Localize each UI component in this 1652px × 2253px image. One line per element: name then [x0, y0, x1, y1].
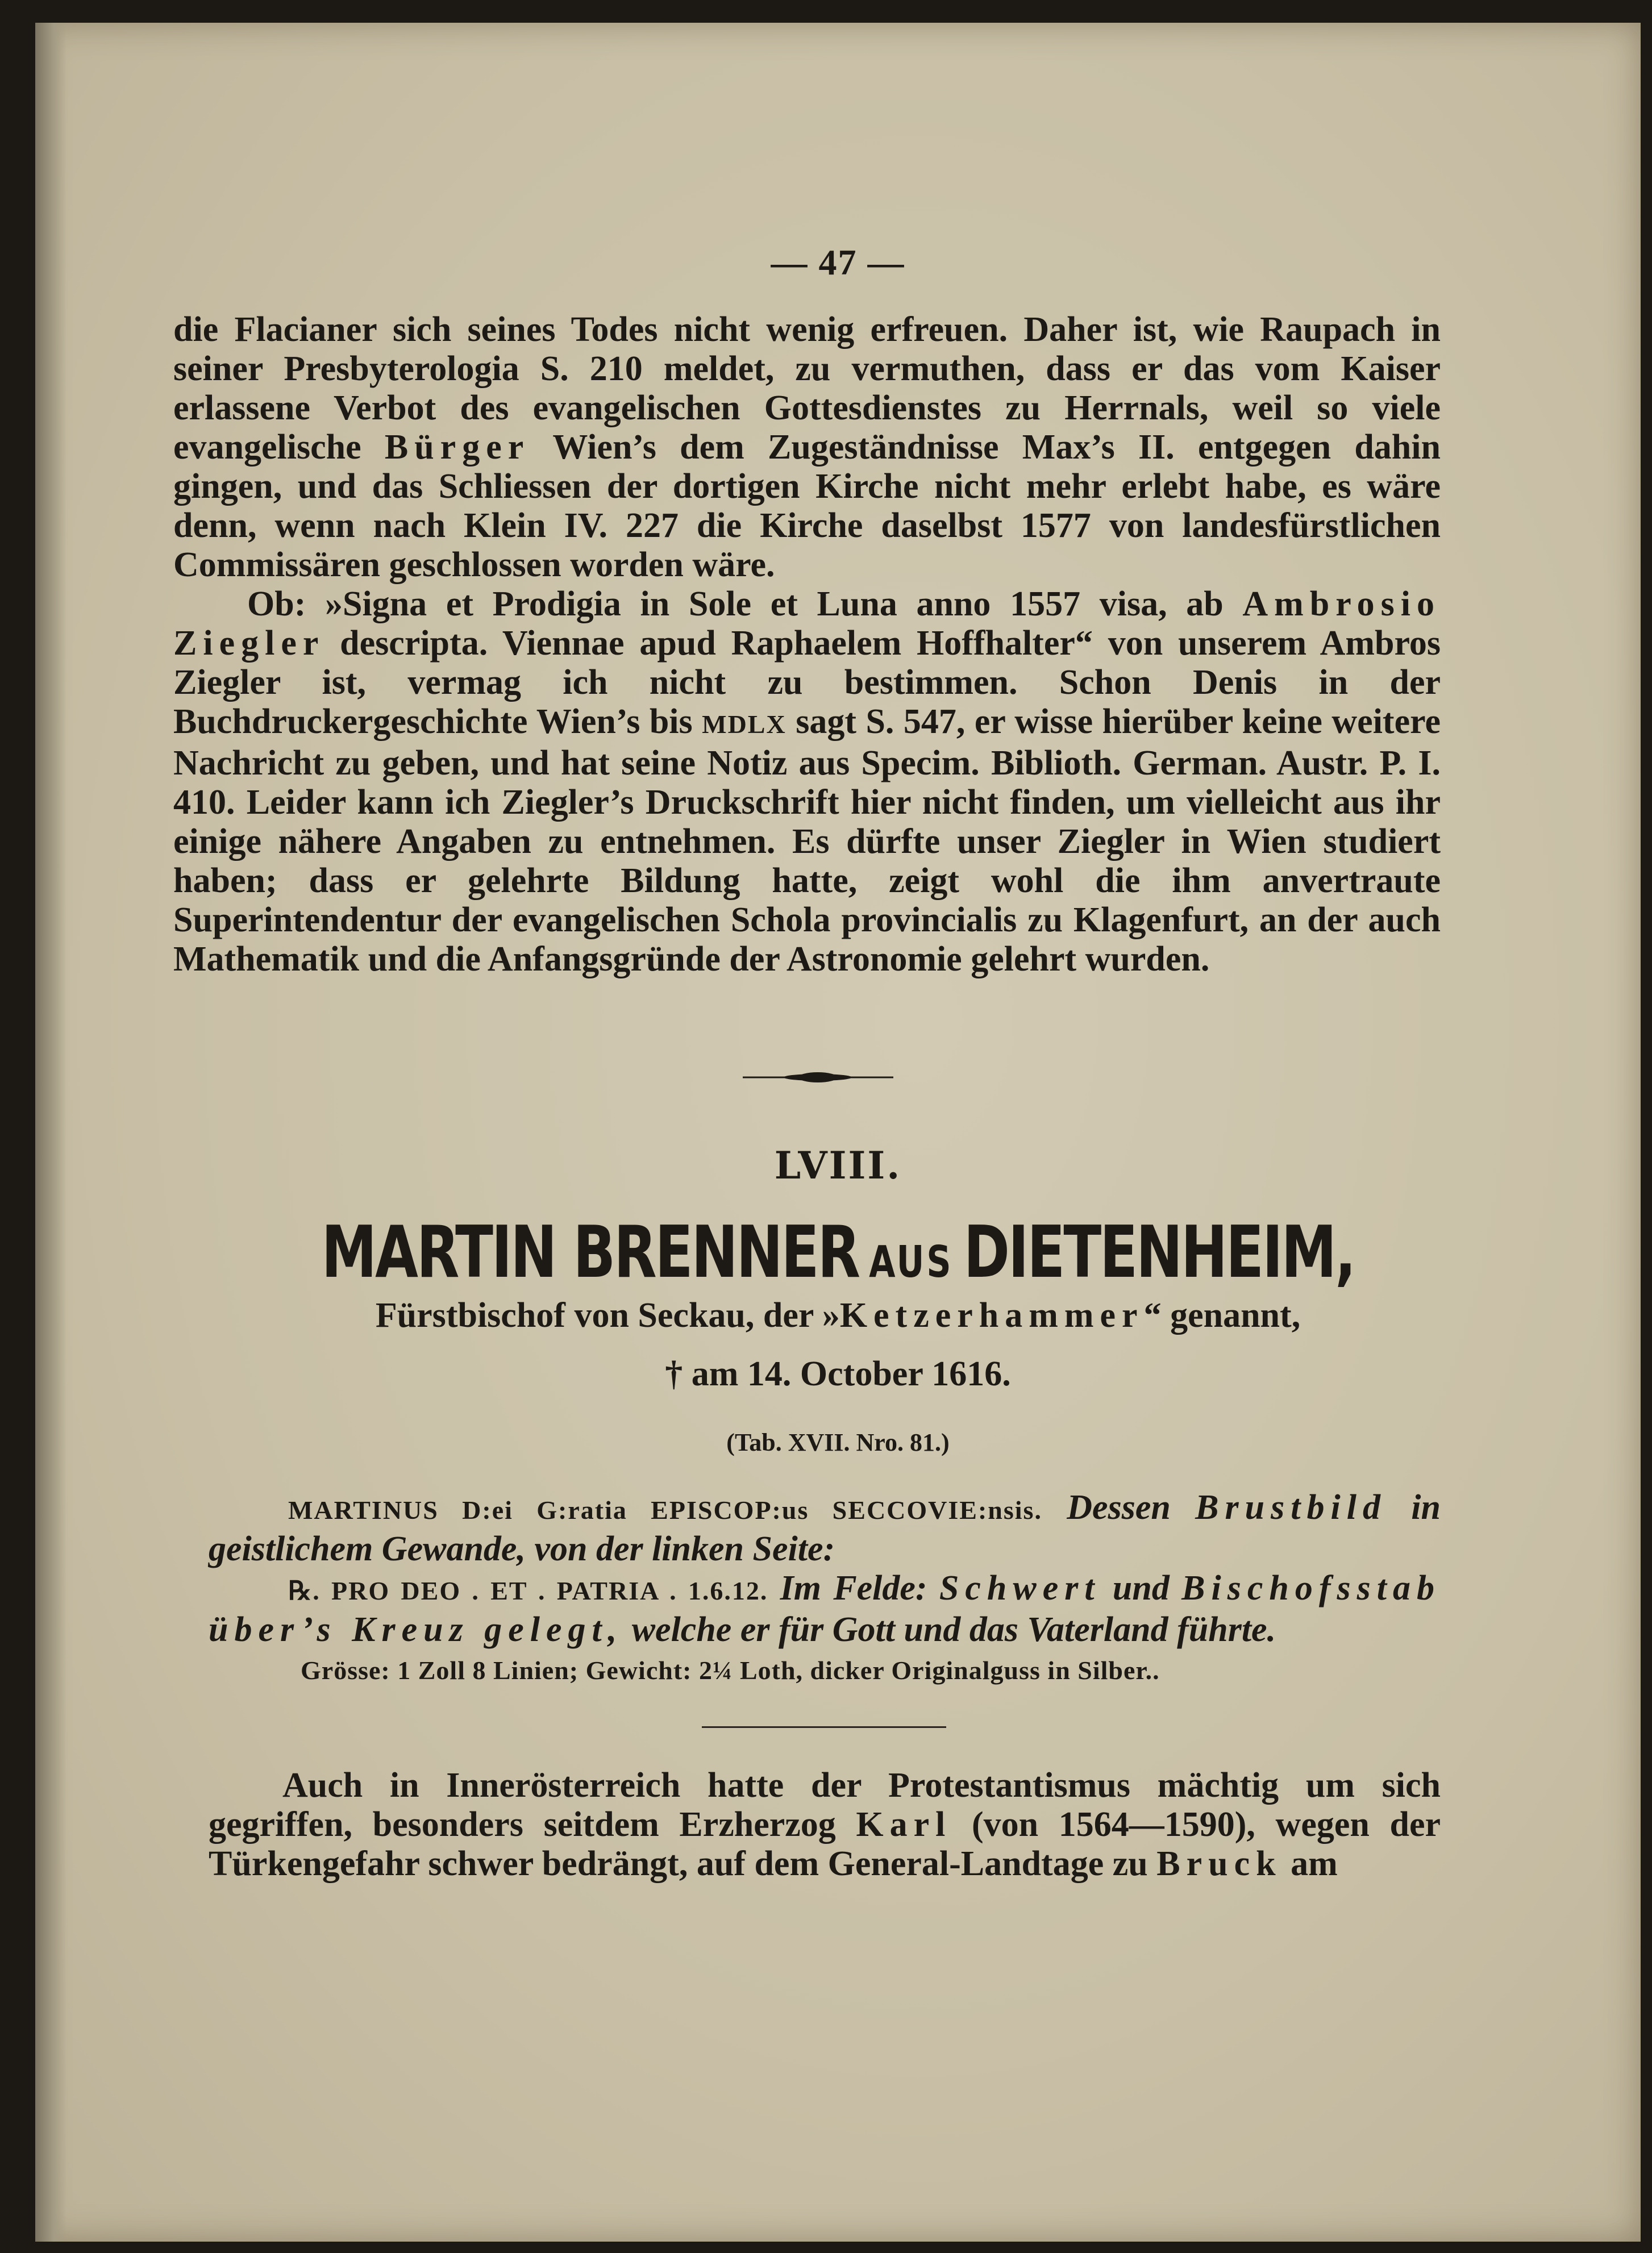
chapter-number: LVIII.: [774, 1143, 902, 1188]
ornament-divider: [743, 1067, 893, 1088]
title-aus: AUS: [869, 1236, 954, 1288]
paragraph-signa: Ob: »Signa et Prodigia in Sole et Luna anno 1557 visa, ab Ambrosio Ziegler descripta. Viennae apud Raphaelem Hoffhalter“ von unserem Ambros Ziegler ist, vermag ich nicht zu bestimmen. Schon Denis in der Buchdruckergeschichte Wien’s bis MDLX sagt S. 547, er wisse hierüber keine weitere Nachricht zu geben, und hat seine Notiz aus Specim. Biblioth. German. Austr. P. I. 410. Leider kann ich Ziegler’s Druckschrift hier nicht finden, um vielleicht aus ihr einige nähere Angaben zu entnehmen. Es dürfte unser Ziegler in Wien studiert haben; dass er gelehrte Bildung hatte, zeigt wohl die ihm anvertraute Superintendentur der evangelischen Schola provincialis zu Klagenfurt, an der auch Mathematik und die Anfangsgründe der Astronomie gelehrt wurden.: [173, 585, 1441, 978]
chapter-title: [35, 1211, 1641, 1294]
spaced-word: Bürger: [384, 428, 530, 467]
book-page: [35, 23, 1641, 2242]
title-name: MARTIN BRENNER: [321, 1211, 859, 1294]
reverse-legend: ℞. PRO DEO . ET . PATRIA . 1.6.12.: [288, 1576, 768, 1605]
page-gutter-shadow: [35, 23, 66, 2242]
title-place: DIETENHEIM,: [963, 1211, 1355, 1294]
coin-size-weight: Grösse: 1 Zoll 8 Linien; Gewicht: 2¼ Loth, dicker Originalguss in Silber..: [301, 1656, 1160, 1685]
spaced-name-bruck: Bruck: [1156, 1844, 1282, 1883]
plate-reference: (Tab. XVII. Nro. 81.): [726, 1429, 950, 1456]
coin-reverse: ℞. PRO DEO . ET . PATRIA . 1.6.12. Im Felde: Schwert und Bischofsstab über’s Kreuz gelegt, welche er für Gott und das Vaterland führte.: [209, 1569, 1441, 1649]
page-number: — 47 —: [771, 242, 905, 282]
spaced-name-karl: Karl: [856, 1805, 952, 1844]
chapter-subtitle: Fürstbischof von Seckau, der »Ketzerhammer“ genannt,: [375, 1296, 1301, 1335]
obverse-legend: MARTINUS D:ei G:ratia EPISCOP:us SECCOVIE:nsis.: [288, 1496, 1042, 1525]
death-date: † am 14. October 1616.: [665, 1355, 1011, 1393]
subtitle-spaced: Ketzerhammer: [839, 1296, 1144, 1335]
paragraph-innerosterreich: Auch in Innerösterreich hatte der Protestantismus mächtig um sich gegriffen, besonders seitdem Erzherzog Karl (von 1564—1590), wegen der Türkengefahr schwer bedrängt, auf dem General-Landtage zu Bruck am: [209, 1766, 1441, 1883]
text-block-top: [173, 310, 1441, 979]
coin-description: [209, 1488, 1441, 1690]
spaced-name: Ambrosio Ziegler: [173, 585, 1441, 663]
roman-numeral: MDLX: [702, 710, 787, 739]
text-block-bottom: [209, 1766, 1441, 1884]
section-divider-rule: [702, 1726, 946, 1728]
paragraph-flacianer: die Flacianer sich seines Todes nicht wenig erfreuen. Daher ist, wie Raupach in seiner Presbyterologia S. 210 meldet, zu vermuthen, dass er das vom Kaiser erlassene Verbot des evangelischen Gottesdienstes zu Herrnals, weil so viele evangelische Bürger Wien’s dem Zugeständnisse Max’s II. entgegen dahin gingen, und das Schliessen der dortigen Kirche nicht mehr erlebt habe, es wäre denn, wenn nach Klein IV. 227 die Kirche daselbst 1577 von landesfürstlichen Commissären geschlossen worden wäre.: [173, 310, 1441, 584]
coin-obverse: MARTINUS D:ei G:ratia EPISCOP:us SECCOVIE:nsis. Dessen Brustbild in geistlichem Gewande, von der linken Seite:: [209, 1488, 1441, 1568]
